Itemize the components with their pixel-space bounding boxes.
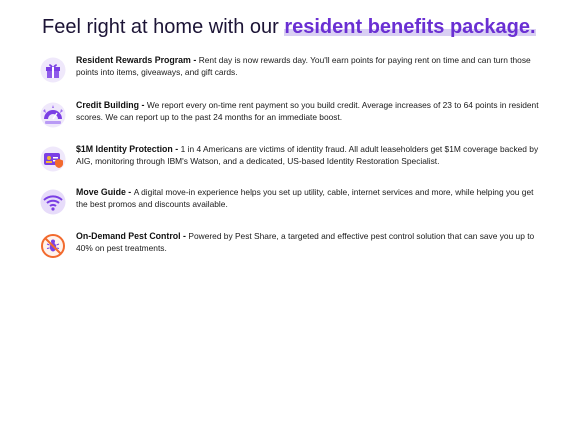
benefit-move-body: A digital move-in experience helps you set up utility, cable, internet services and more, while helping you get the best promos and discounts available. — [76, 187, 534, 209]
benefit-credit-title: Credit Building - — [76, 100, 147, 110]
credit-gauge-icon — [40, 102, 66, 128]
benefit-pest-body: Powered by Pest Share, a targeted and effective pest control solution that can save you up to 40% on pest treatments. — [76, 231, 535, 253]
benefit-move — [40, 187, 540, 215]
benefit-credit — [40, 100, 540, 128]
benefit-identity-body: 1 in 4 Americans are victims of identity fraud. All adult leaseholders get $1M coverage backed by AIG, monitoring through IBM's Watson, and a dedicated, US-based Identity Restoration Specialist. — [76, 144, 539, 166]
benefit-credit-body: We report every on-time rent payment so you build credit. Average increases of 23 to 64 points in resident scores. We can report up to the past 24 months for an immediate boost. — [76, 100, 539, 122]
benefit-move-text — [76, 187, 540, 210]
benefit-pest-text — [76, 231, 540, 254]
benefit-identity-text — [76, 144, 540, 167]
benefit-credit-text — [76, 100, 540, 123]
benefit-rewards — [40, 55, 540, 83]
benefit-rewards-body: Rent day is now rewards day. You'll earn points for paying rent on time and can turn those points into items, giveaways, and gift cards. — [76, 55, 531, 77]
benefit-rewards-text — [76, 55, 540, 78]
benefit-identity-title: $1M Identity Protection - — [76, 144, 181, 154]
benefit-move-title: Move Guide - — [76, 187, 134, 197]
gift-icon — [40, 57, 66, 83]
headline-accent: resident benefits package. — [284, 16, 536, 38]
benefit-identity — [40, 144, 540, 172]
benefit-pest-title: On-Demand Pest Control - — [76, 231, 189, 241]
id-card-icon — [40, 146, 66, 172]
wifi-icon — [40, 189, 66, 215]
page-headline — [42, 13, 552, 41]
no-pest-icon — [40, 233, 66, 259]
benefit-pest — [40, 231, 540, 259]
headline-prefix: Feel right at home with our — [42, 16, 285, 38]
benefit-rewards-title: Resident Rewards Program - — [76, 55, 199, 65]
